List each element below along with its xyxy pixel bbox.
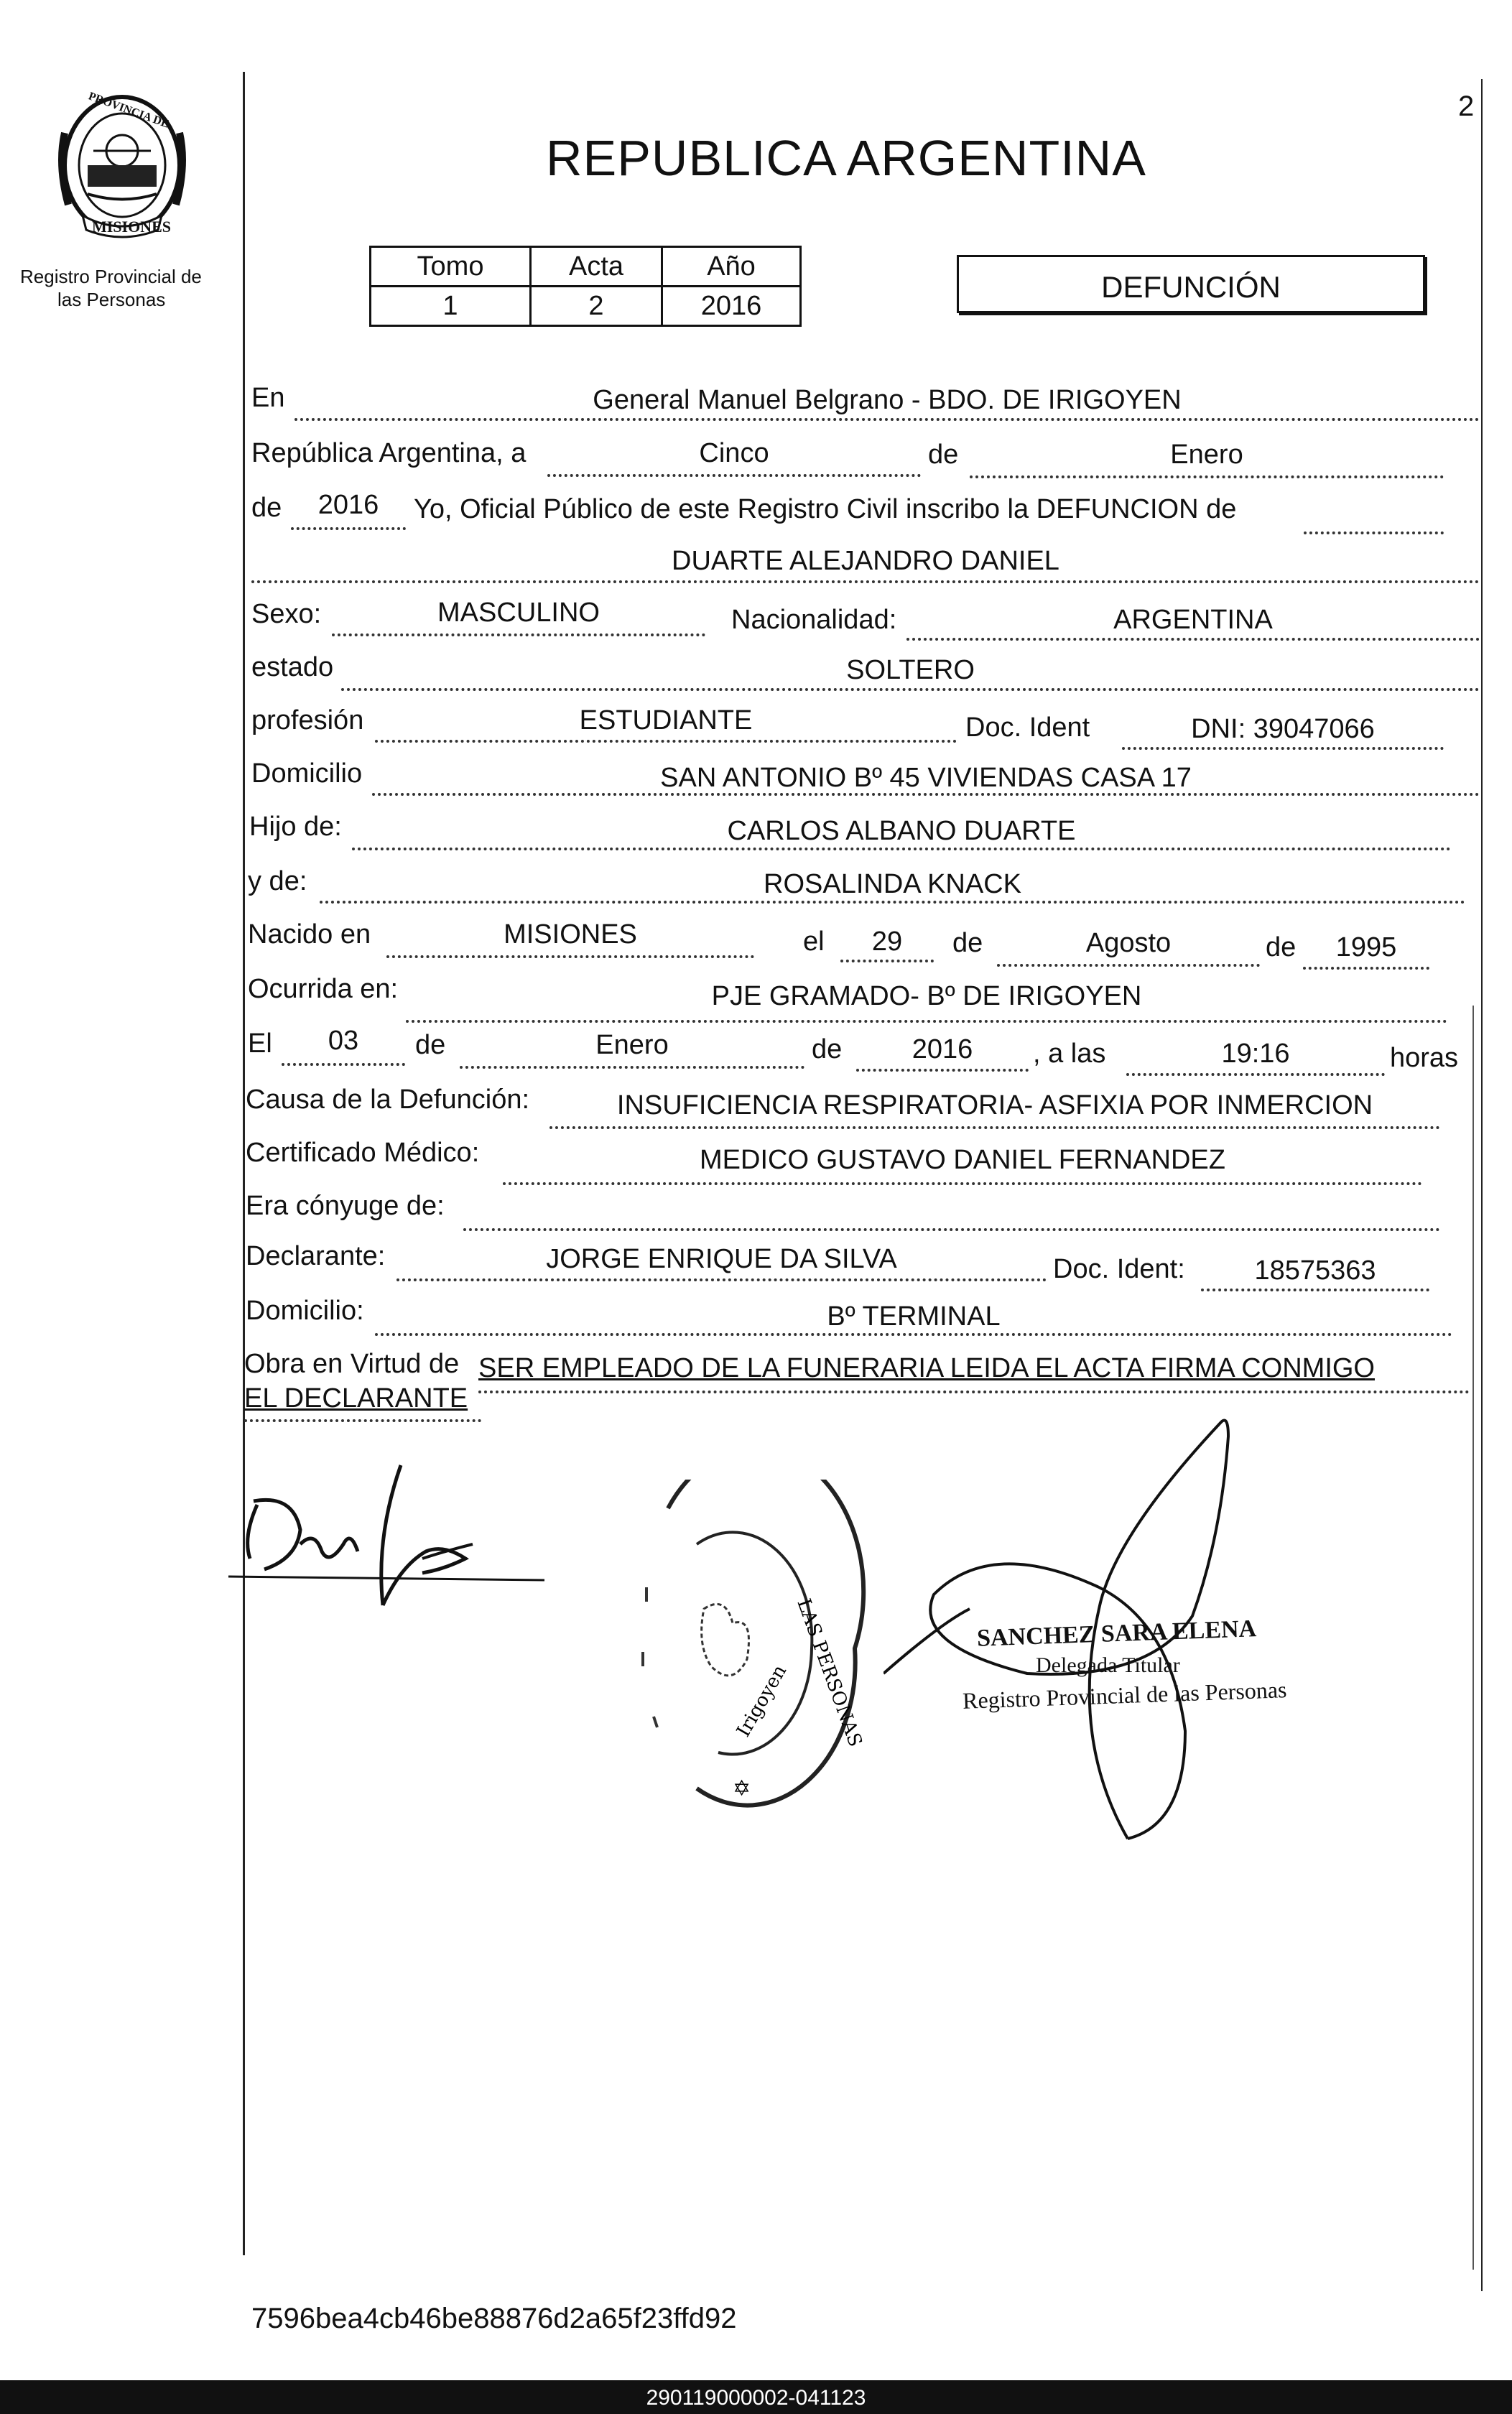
en-label: En: [251, 383, 285, 413]
conyuge-label: Era cónyuge de:: [246, 1191, 445, 1221]
en-underline: [294, 418, 1480, 421]
declarante-underline: [396, 1278, 1047, 1281]
causa-value: INSUFICIENCIA RESPIRATORIA- ASFIXIA POR INMERCION: [616, 1090, 1373, 1120]
decl-doc-label: Doc. Ident:: [1053, 1254, 1185, 1284]
declarant-signature: [228, 1451, 552, 1630]
declarante-label: Declarante:: [246, 1241, 386, 1271]
document-type-box: [957, 255, 1425, 313]
death-time-underline: [1126, 1073, 1385, 1076]
doc-ident-value: DNI: 39047066: [1191, 714, 1375, 744]
conyuge-underline: [463, 1228, 1440, 1231]
death-de2-label: de: [812, 1034, 843, 1064]
decl-domicilio-value: Bº TERMINAL: [827, 1301, 1001, 1332]
birth-de-label: de: [952, 928, 983, 958]
svg-text:LAS PERSONAS: LAS PERSONAS: [792, 1596, 866, 1750]
sexo-value: MASCULINO: [437, 598, 600, 628]
hijo-value: CARLOS ALBANO DUARTE: [727, 816, 1076, 846]
certificado-label: Certificado Médico:: [246, 1138, 480, 1168]
decl-doc-value: 18575363: [1254, 1255, 1376, 1286]
death-month: Enero: [595, 1030, 669, 1060]
ocurrida-label: Ocurrida en:: [248, 974, 399, 1004]
table-cell-tomo: 1: [371, 287, 531, 326]
en-value: General Manuel Belgrano - BDO. DE IRIGOYEN: [593, 385, 1182, 415]
de-label-2: de: [251, 493, 282, 523]
certificado-underline: [503, 1182, 1422, 1185]
deceased-name: DUARTE ALEJANDRO DANIEL: [672, 546, 1059, 576]
table-cell-acta: 2: [531, 287, 662, 326]
sexo-underline: [332, 633, 705, 636]
yo-text: Yo, Oficial Público de este Registro Civil inscribo la DEFUNCION de: [414, 494, 1237, 524]
doc-ident-label: Doc. Ident: [965, 712, 1090, 743]
birth-year-underline: [1303, 967, 1429, 970]
nacionalidad-value: ARGENTINA: [1113, 605, 1273, 635]
yde-underline: [320, 901, 1465, 904]
record-table: [369, 246, 802, 327]
registry-line-1: Registro Provincial de: [20, 266, 202, 287]
left-margin-line: [243, 72, 245, 2255]
day-underline: [547, 474, 921, 477]
nacido-underline: [386, 955, 754, 958]
doc-ident-underline: [1122, 747, 1444, 750]
table-header-tomo: Tomo: [371, 247, 531, 287]
death-day: 03: [328, 1026, 359, 1056]
death-month-underline: [460, 1066, 804, 1069]
profesion-value: ESTUDIANTE: [579, 705, 753, 735]
right-margin-line: [1481, 79, 1483, 2291]
round-registry-stamp: [625, 1480, 869, 1817]
decl-domicilio-label: Domicilio:: [246, 1296, 364, 1326]
document-type-label: DEFUNCIÓN: [1101, 270, 1281, 304]
el2-label: El: [248, 1029, 272, 1059]
ocurrida-underline: [406, 1020, 1447, 1023]
page-title: REPUBLICA ARGENTINA: [546, 130, 1146, 186]
obra-underline-1: [478, 1391, 1470, 1393]
right-margin-line-2: [1472, 1006, 1474, 2270]
official-name: SANCHEZ SARA ELENA: [976, 1615, 1257, 1652]
death-year-underline: [856, 1069, 1029, 1072]
estado-underline: [341, 688, 1480, 691]
yo-underline: [1304, 531, 1444, 534]
hijo-label: Hijo de:: [249, 812, 342, 842]
obra-value-line2: EL DECLARANTE: [244, 1383, 468, 1413]
profesion-label: profesión: [251, 705, 364, 735]
sexo-label: Sexo:: [251, 599, 322, 629]
official-registry: Registro Provincial de las Personas: [962, 1676, 1287, 1714]
month-underline: [970, 475, 1444, 478]
seal-bottom-text: MISIONES: [92, 218, 172, 236]
nacionalidad-underline: [906, 638, 1480, 641]
alas-label: , a las: [1033, 1039, 1106, 1069]
death-year: 2016: [912, 1034, 973, 1064]
page-number: 2: [1458, 90, 1475, 122]
domicilio-label: Domicilio: [251, 758, 363, 789]
deceased-underline: [251, 580, 1480, 583]
birth-de2-label: de: [1266, 932, 1297, 962]
seal-top-text: PROVINCIA DE: [86, 90, 171, 131]
nacido-label: Nacido en: [248, 919, 371, 950]
birth-month-underline: [997, 964, 1260, 967]
certificado-value: MEDICO GUSTAVO DANIEL FERNANDEZ: [700, 1145, 1225, 1175]
svg-text:Irigoyen: Irigoyen: [733, 1661, 792, 1741]
footer-barcode-bar: [0, 2380, 1512, 2414]
de-label-1: de: [928, 440, 959, 470]
death-de-label: de: [415, 1030, 446, 1060]
decl-domicilio-underline: [375, 1333, 1452, 1336]
barcode-text: 290119000002-041123: [646, 2386, 866, 2410]
ocurrida-value: PJE GRAMADO- Bº DE IRIGOYEN: [711, 981, 1142, 1011]
yde-label: y de:: [248, 866, 307, 896]
obra-underline-2: [244, 1419, 481, 1422]
domicilio-underline: [372, 793, 1480, 796]
document-hash: 7596bea4cb46be88876d2a65f23ffd92: [251, 2303, 737, 2334]
table-header-ano: Año: [662, 247, 801, 287]
nacido-value: MISIONES: [504, 919, 637, 950]
estado-label: estado: [251, 652, 334, 682]
estado-value: SOLTERO: [846, 655, 975, 685]
hijo-underline: [352, 848, 1451, 850]
death-day-underline: [282, 1063, 405, 1066]
birth-day-underline: [840, 960, 934, 962]
causa-label: Causa de la Defunción:: [246, 1085, 530, 1115]
declarante-value: JORGE ENRIQUE DA SILVA: [546, 1244, 897, 1274]
provincial-seal: [50, 90, 194, 244]
domicilio-value: SAN ANTONIO Bº 45 VIVIENDAS CASA 17: [660, 763, 1192, 793]
obra-value-line1: SER EMPLEADO DE LA FUNERARIA LEIDA EL ACTA FIRMA CONMIGO: [478, 1353, 1375, 1383]
birth-day: 29: [871, 927, 903, 957]
el-label: el: [803, 927, 825, 957]
birth-year: 1995: [1335, 932, 1397, 962]
year-value: 2016: [317, 490, 379, 520]
year-underline: [291, 527, 406, 530]
profesion-underline: [375, 740, 957, 743]
yde-value: ROSALINDA KNACK: [764, 869, 1021, 899]
svg-text:✡: ✡: [733, 1776, 751, 1801]
month-value: Enero: [1170, 440, 1243, 470]
nacionalidad-label: Nacionalidad:: [731, 605, 897, 635]
causa-underline: [549, 1126, 1440, 1129]
registry-line-2: las Personas: [57, 289, 166, 310]
day-value: Cinco: [699, 438, 769, 468]
republica-label: República Argentina, a: [251, 438, 527, 468]
birth-month: Agosto: [1085, 928, 1172, 958]
table-cell-ano: 2016: [662, 287, 801, 326]
official-role: Delegada Titular: [1036, 1653, 1180, 1677]
table-header-acta: Acta: [531, 247, 662, 287]
obra-label: Obra en Virtud de: [244, 1349, 460, 1379]
death-time: 19:16: [1221, 1039, 1290, 1069]
decl-doc-underline: [1201, 1289, 1429, 1291]
horas-label: horas: [1390, 1043, 1459, 1073]
